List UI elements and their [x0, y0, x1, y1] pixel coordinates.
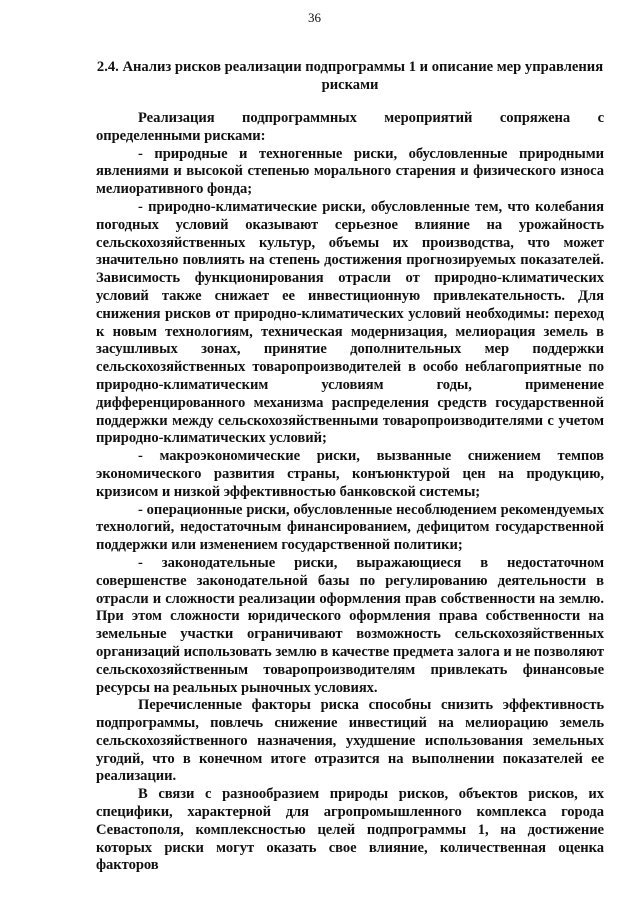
paragraph-climatic-risks: - природно-климатические риски, обусловленные тем, что колебания погодных условий оказывают серьезное влияние на урожайность сельскохозяйственных культур, объемы их производства, что может значительно повлиять на степень достижения прогнозируемых показателей. Зависимость функционирования отрасли от природно-климатических условий также снижает ее инвестиционную привлекательность. Для снижения рисков от природно-климатических условий необходимы: переход к новым технологиям, техническая модернизация, мелиорация земель в засушливых зонах, принятие дополнительных мер поддержки сельскохозяйственных товаропроизводителей в особо неблагоприятные по природно-климатическим условиям годы, применение дифференцированного механизма распределения средств государственной поддержки между сельскохозяйственными товаропроизводителями с учетом природно-климатических условий; [96, 198, 604, 447]
paragraph-natural-risks: - природные и техногенные риски, обусловленные природными явлениями и высокой степенью морального старения и физического износа мелиоративного фонда; [96, 145, 604, 198]
paragraph-risk-factors: Перечисленные факторы риска способны снизить эффективность подпрограммы, повлечь снижение инвестиций на мелиорацию земель сельскохозяйственного назначения, ухудшение использования земельных угодий, что в конечном итоге отразится на выполнении показателей ее реализации. [96, 697, 604, 785]
paragraph-macroeconomic-risks: - макроэкономические риски, вызванные снижением темпов экономического развития страны, конъюнктурой цен на продукцию, кризисом и низкой эффективностью банковской системы; [96, 448, 604, 500]
paragraph-risk-assessment: В связи с разнообразием природы рисков, объектов рисков, их специфики, характерной для агропромышленного комплекса города Севастополя, комплексностью целей подпрограммы 1, на достижение которых риски могут оказать свое влияние, количественная оценка факторов [96, 786, 604, 874]
paragraph-operational-risks: - операционные риски, обусловленные несоблюдением рекомендуемых технологий, недостаточным финансированием, дефицитом государственной поддержки или изменением государственной политики; [96, 501, 604, 554]
page-number: 36 [308, 10, 321, 25]
document-body [96, 110, 604, 875]
section-heading: 2.4. Анализ рисков реализации подпрограммы 1 и описание мер управления рисками [96, 59, 604, 93]
paragraph-legislative-risks: - законодательные риски, выражающиеся в недостаточном совершенстве законодательной базы по регулированию деятельности в отрасли и сложности реализации оформления прав собственности на землю. При этом сложности юридического оформления права собственности на земельные участки ограничивают возможность сельскохозяйственных организаций использовать землю в качестве предмета залога и не позволяют сельскохозяйственным товаропроизводителям привлекать финансовые ресурсы на реальных рыночных условиях. [96, 554, 604, 696]
paragraph-intro: Реализация подпрограммных мероприятий сопряжена с определенными рисками: [96, 110, 604, 144]
